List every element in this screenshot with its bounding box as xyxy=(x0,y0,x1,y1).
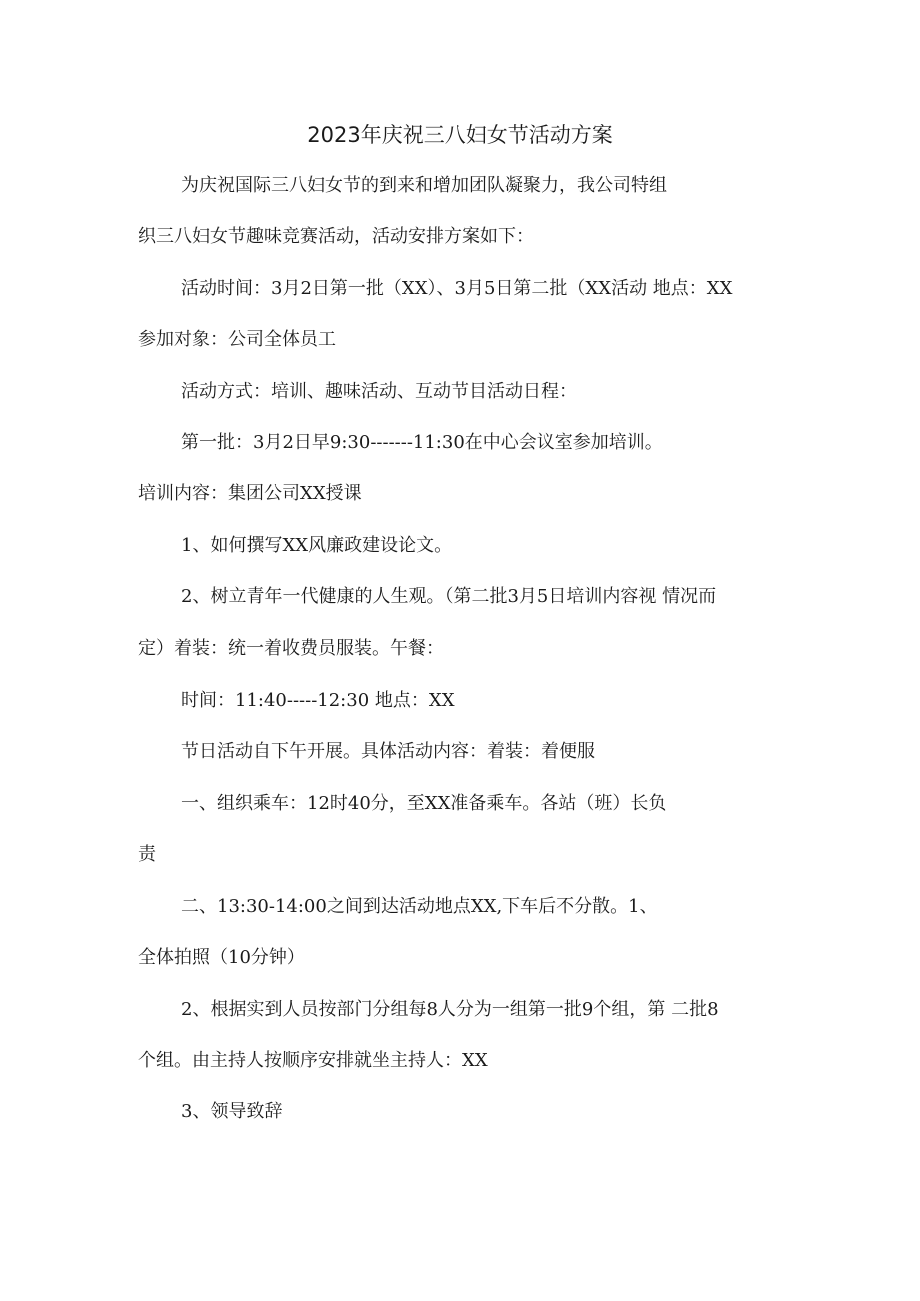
paragraph-line: 织三八妇女节趣味竞赛活动，活动安排方案如下： xyxy=(138,226,534,247)
paragraph-line: 个组。由主持人按顺序安排就坐主持人：XX xyxy=(138,1050,488,1071)
paragraph-line: 第一批：3月2日早9:30-------11:30在中心会议室参加培训。 xyxy=(181,432,663,453)
paragraph-line: 定）着装：统一着收费员服装。午餐： xyxy=(138,638,444,659)
paragraph-line: 节日活动自下午开展。具体活动内容：着装：着便服 xyxy=(181,741,595,762)
paragraph-line: 活动时间：3月2日第一批（XX）、3月5日第二批（XX活动 地点：XX xyxy=(181,278,733,299)
document-title: 2023年庆祝三八妇女节活动方案 xyxy=(307,123,613,147)
paragraph-line: 培训内容：集团公司XX授课 xyxy=(138,483,362,504)
paragraph-line: 时间：11:40-----12:30 地点：XX xyxy=(181,690,455,711)
paragraph-line: 责 xyxy=(138,844,156,865)
paragraph-line: 3、领导致辞 xyxy=(181,1101,283,1122)
paragraph-line: 一、组织乘车：12时40分，至XX准备乘车。各站（班）长负 xyxy=(181,793,667,814)
paragraph-line: 参加对象：公司全体员工 xyxy=(138,329,336,350)
paragraph-line: 2、根据实到人员按部门分组每8人分为一组第一批9个组，第 二批8 xyxy=(181,999,719,1020)
paragraph-line: 2、树立青年一代健康的人生观。（第二批3月5日培训内容视 情况而 xyxy=(181,586,717,607)
paragraph-line: 为庆祝国际三八妇女节的到来和增加团队凝聚力，我公司特组 xyxy=(181,175,667,196)
paragraph-line: 二、13:30-14:00之间到达活动地点XX,下车后不分散。1、 xyxy=(181,896,658,917)
paragraph-line: 活动方式：培训、趣味活动、互动节目活动日程： xyxy=(181,381,577,402)
paragraph-line: 全体拍照（10分钟） xyxy=(138,947,305,968)
paragraph-line: 1、如何撰写XX风廉政建设论文。 xyxy=(181,535,453,556)
